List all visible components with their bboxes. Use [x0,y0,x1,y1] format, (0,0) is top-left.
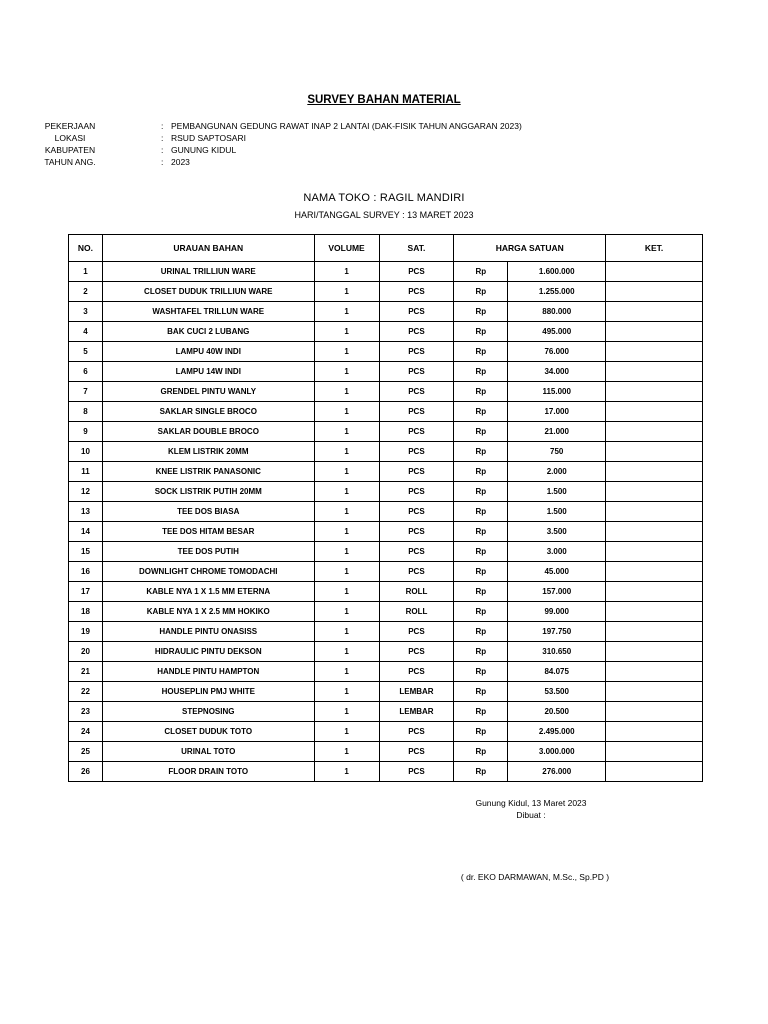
cell-currency: Rp [454,742,508,762]
cell-price: 1.500 [508,502,606,522]
cell-currency: Rp [454,702,508,722]
shop-name: NAMA TOKO : RAGIL MANDIRI [303,192,465,204]
cell-currency: Rp [454,282,508,302]
cell-no: 16 [69,562,103,582]
cell-note [606,682,703,702]
info-colon: : [161,157,164,167]
cell-item: TEE DOS HITAM BESAR [102,522,314,542]
cell-volume: 1 [314,322,379,342]
cell-currency: Rp [454,602,508,622]
cell-item: URINAL TOTO [102,742,314,762]
info-value: PEMBANGUNAN GEDUNG RAWAT INAP 2 LANTAI (DAK-FISIK TAHUN ANGGARAN 2023) [171,121,522,131]
cell-volume: 1 [314,662,379,682]
cell-unit: PCS [379,462,454,482]
cell-volume: 1 [314,542,379,562]
cell-note [606,662,703,682]
cell-note [606,422,703,442]
cell-note [606,622,703,642]
cell-volume: 1 [314,582,379,602]
cell-no: 4 [69,322,103,342]
info-label: PEKERJAAN [44,121,96,131]
cell-volume: 1 [314,722,379,742]
cell-currency: Rp [454,262,508,282]
cell-unit: PCS [379,742,454,762]
cell-item: KLEM LISTRIK 20MM [102,442,314,462]
cell-currency: Rp [454,762,508,782]
signature-place-date: Gunung Kidul, 13 Maret 2023 [475,798,587,808]
cell-currency: Rp [454,502,508,522]
cell-unit: PCS [379,282,454,302]
cell-item: HANDLE PINTU ONASISS [102,622,314,642]
signature-name: ( dr. EKO DARMAWAN, M.Sc., Sp.PD ) [460,872,610,882]
cell-price: 3.500 [508,522,606,542]
cell-no: 6 [69,362,103,382]
cell-currency: Rp [454,562,508,582]
cell-item: SOCK LISTRIK PUTIH 20MM [102,482,314,502]
page-title: SURVEY BAHAN MATERIAL [307,94,461,106]
cell-unit: ROLL [379,582,454,602]
cell-unit: PCS [379,622,454,642]
cell-item: GRENDEL PINTU WANLY [102,382,314,402]
cell-currency: Rp [454,402,508,422]
cell-no: 20 [69,642,103,662]
cell-no: 8 [69,402,103,422]
table-body [69,262,703,782]
info-label: LOKASI [54,133,86,143]
cell-volume: 1 [314,502,379,522]
cell-volume: 1 [314,682,379,702]
header-note: KET. [606,235,703,262]
cell-unit: PCS [379,642,454,662]
cell-volume: 1 [314,642,379,662]
cell-item: SAKLAR DOUBLE BROCO [102,422,314,442]
table-row [69,402,703,422]
cell-no: 13 [69,502,103,522]
cell-unit: PCS [379,502,454,522]
cell-item: TEE DOS BIASA [102,502,314,522]
cell-no: 18 [69,602,103,622]
table-row [69,422,703,442]
cell-item: BAK CUCI 2 LUBANG [102,322,314,342]
cell-item: HIDRAULIC PINTU DEKSON [102,642,314,662]
cell-no: 15 [69,542,103,562]
table-row [69,362,703,382]
cell-price: 1.255.000 [508,282,606,302]
cell-unit: PCS [379,342,454,362]
cell-price: 2.495.000 [508,722,606,742]
table-row [69,282,703,302]
cell-volume: 1 [314,382,379,402]
table-row [69,482,703,502]
cell-currency: Rp [454,322,508,342]
info-colon: : [161,121,164,131]
cell-volume: 1 [314,742,379,762]
cell-price: 495.000 [508,322,606,342]
cell-price: 3.000.000 [508,742,606,762]
cell-currency: Rp [454,642,508,662]
cell-currency: Rp [454,382,508,402]
cell-unit: PCS [379,382,454,402]
header-volume: VOLUME [314,235,379,262]
cell-note [606,522,703,542]
cell-no: 24 [69,722,103,742]
cell-unit: PCS [379,322,454,342]
cell-unit: PCS [379,362,454,382]
cell-volume: 1 [314,462,379,482]
cell-item: KABLE NYA 1 X 2.5 MM HOKIKO [102,602,314,622]
cell-currency: Rp [454,522,508,542]
header-item: URAUAN BAHAN [102,235,314,262]
cell-note [606,462,703,482]
table-row [69,662,703,682]
cell-item: WASHTAFEL TRILLUN WARE [102,302,314,322]
cell-no: 12 [69,482,103,502]
cell-no: 5 [69,342,103,362]
table-row [69,502,703,522]
cell-unit: PCS [379,422,454,442]
cell-price: 880.000 [508,302,606,322]
header-no: NO. [69,235,103,262]
cell-unit: PCS [379,542,454,562]
cell-no: 22 [69,682,103,702]
cell-item: LAMPU 40W INDI [102,342,314,362]
cell-price: 157.000 [508,582,606,602]
cell-unit: PCS [379,562,454,582]
survey-date: HARI/TANGGAL SURVEY : 13 MARET 2023 [294,210,474,220]
table-row [69,322,703,342]
info-colon: : [161,133,164,143]
cell-item: SAKLAR SINGLE BROCO [102,402,314,422]
table-row [69,342,703,362]
table-row [69,302,703,322]
cell-volume: 1 [314,402,379,422]
cell-item: HOUSEPLIN PMJ WHITE [102,682,314,702]
info-value: GUNUNG KIDUL [171,145,237,155]
cell-note [606,262,703,282]
cell-currency: Rp [454,362,508,382]
cell-note [606,302,703,322]
cell-note [606,562,703,582]
cell-unit: LEMBAR [379,702,454,722]
cell-no: 10 [69,442,103,462]
cell-no: 7 [69,382,103,402]
info-label: TAHUN ANG. [44,157,96,167]
cell-no: 21 [69,662,103,682]
header-price: HARGA SATUAN [454,235,606,262]
cell-volume: 1 [314,282,379,302]
cell-unit: PCS [379,482,454,502]
table-row [69,262,703,282]
table-row [69,382,703,402]
table-row [69,602,703,622]
cell-note [606,542,703,562]
table-row [69,562,703,582]
cell-volume: 1 [314,442,379,462]
table-row [69,542,703,562]
cell-unit: PCS [379,762,454,782]
cell-currency: Rp [454,442,508,462]
cell-volume: 1 [314,562,379,582]
cell-volume: 1 [314,422,379,442]
cell-note [606,342,703,362]
info-colon: : [161,145,164,155]
cell-item: CLOSET DUDUK TOTO [102,722,314,742]
cell-unit: PCS [379,662,454,682]
cell-note [606,482,703,502]
table-row [69,762,703,782]
cell-item: LAMPU 14W INDI [102,362,314,382]
cell-price: 21.000 [508,422,606,442]
cell-unit: PCS [379,522,454,542]
cell-volume: 1 [314,702,379,722]
cell-no: 3 [69,302,103,322]
cell-item: FLOOR DRAIN TOTO [102,762,314,782]
table-row [69,522,703,542]
cell-note [606,582,703,602]
cell-note [606,642,703,662]
table-row [69,742,703,762]
cell-price: 20.500 [508,702,606,722]
cell-price: 34.000 [508,362,606,382]
material-table [68,234,703,782]
cell-note [606,382,703,402]
cell-price: 53.500 [508,682,606,702]
table-row [69,682,703,702]
header-unit: SAT. [379,235,454,262]
cell-volume: 1 [314,482,379,502]
cell-price: 76.000 [508,342,606,362]
cell-no: 1 [69,262,103,282]
cell-note [606,442,703,462]
cell-currency: Rp [454,482,508,502]
cell-unit: PCS [379,302,454,322]
cell-unit: PCS [379,402,454,422]
table-row [69,702,703,722]
cell-item: KNEE LISTRIK PANASONIC [102,462,314,482]
cell-no: 2 [69,282,103,302]
cell-volume: 1 [314,602,379,622]
cell-price: 750 [508,442,606,462]
cell-volume: 1 [314,362,379,382]
cell-currency: Rp [454,682,508,702]
cell-price: 310.650 [508,642,606,662]
cell-currency: Rp [454,542,508,562]
cell-volume: 1 [314,342,379,362]
cell-note [606,702,703,722]
table-row [69,622,703,642]
cell-price: 197.750 [508,622,606,642]
cell-no: 23 [69,702,103,722]
cell-no: 11 [69,462,103,482]
table-header-row [69,235,703,262]
info-label: KABUPATEN [44,145,96,155]
cell-no: 26 [69,762,103,782]
cell-price: 2.000 [508,462,606,482]
info-value: RSUD SAPTOSARI [171,133,246,143]
cell-note [606,762,703,782]
cell-note [606,322,703,342]
cell-note [606,502,703,522]
cell-item: TEE DOS PUTIH [102,542,314,562]
cell-note [606,742,703,762]
info-value: 2023 [171,157,190,167]
cell-currency: Rp [454,302,508,322]
cell-unit: PCS [379,442,454,462]
cell-unit: ROLL [379,602,454,622]
cell-volume: 1 [314,522,379,542]
cell-price: 17.000 [508,402,606,422]
cell-note [606,402,703,422]
cell-price: 1.500 [508,482,606,502]
cell-currency: Rp [454,462,508,482]
table-row [69,642,703,662]
cell-unit: PCS [379,722,454,742]
cell-price: 84.075 [508,662,606,682]
cell-unit: PCS [379,262,454,282]
cell-price: 1.600.000 [508,262,606,282]
cell-price: 99.000 [508,602,606,622]
cell-no: 25 [69,742,103,762]
cell-unit: LEMBAR [379,682,454,702]
table-row [69,722,703,742]
cell-currency: Rp [454,582,508,602]
cell-item: STEPNOSING [102,702,314,722]
cell-item: URINAL TRILLIUN WARE [102,262,314,282]
cell-volume: 1 [314,262,379,282]
cell-currency: Rp [454,722,508,742]
signature-made-by: Dibuat : [516,810,546,820]
cell-note [606,282,703,302]
cell-currency: Rp [454,422,508,442]
cell-volume: 1 [314,622,379,642]
cell-price: 3.000 [508,542,606,562]
cell-item: DOWNLIGHT CHROME TOMODACHI [102,562,314,582]
cell-currency: Rp [454,342,508,362]
cell-note [606,722,703,742]
cell-currency: Rp [454,622,508,642]
cell-price: 45.000 [508,562,606,582]
cell-volume: 1 [314,762,379,782]
cell-no: 19 [69,622,103,642]
cell-price: 115.000 [508,382,606,402]
cell-volume: 1 [314,302,379,322]
cell-price: 276.000 [508,762,606,782]
cell-no: 9 [69,422,103,442]
cell-note [606,602,703,622]
table-row [69,462,703,482]
cell-currency: Rp [454,662,508,682]
cell-no: 14 [69,522,103,542]
cell-note [606,362,703,382]
table-row [69,442,703,462]
cell-no: 17 [69,582,103,602]
cell-item: KABLE NYA 1 X 1.5 MM ETERNA [102,582,314,602]
table-row [69,582,703,602]
cell-item: HANDLE PINTU HAMPTON [102,662,314,682]
cell-item: CLOSET DUDUK TRILLIUN WARE [102,282,314,302]
